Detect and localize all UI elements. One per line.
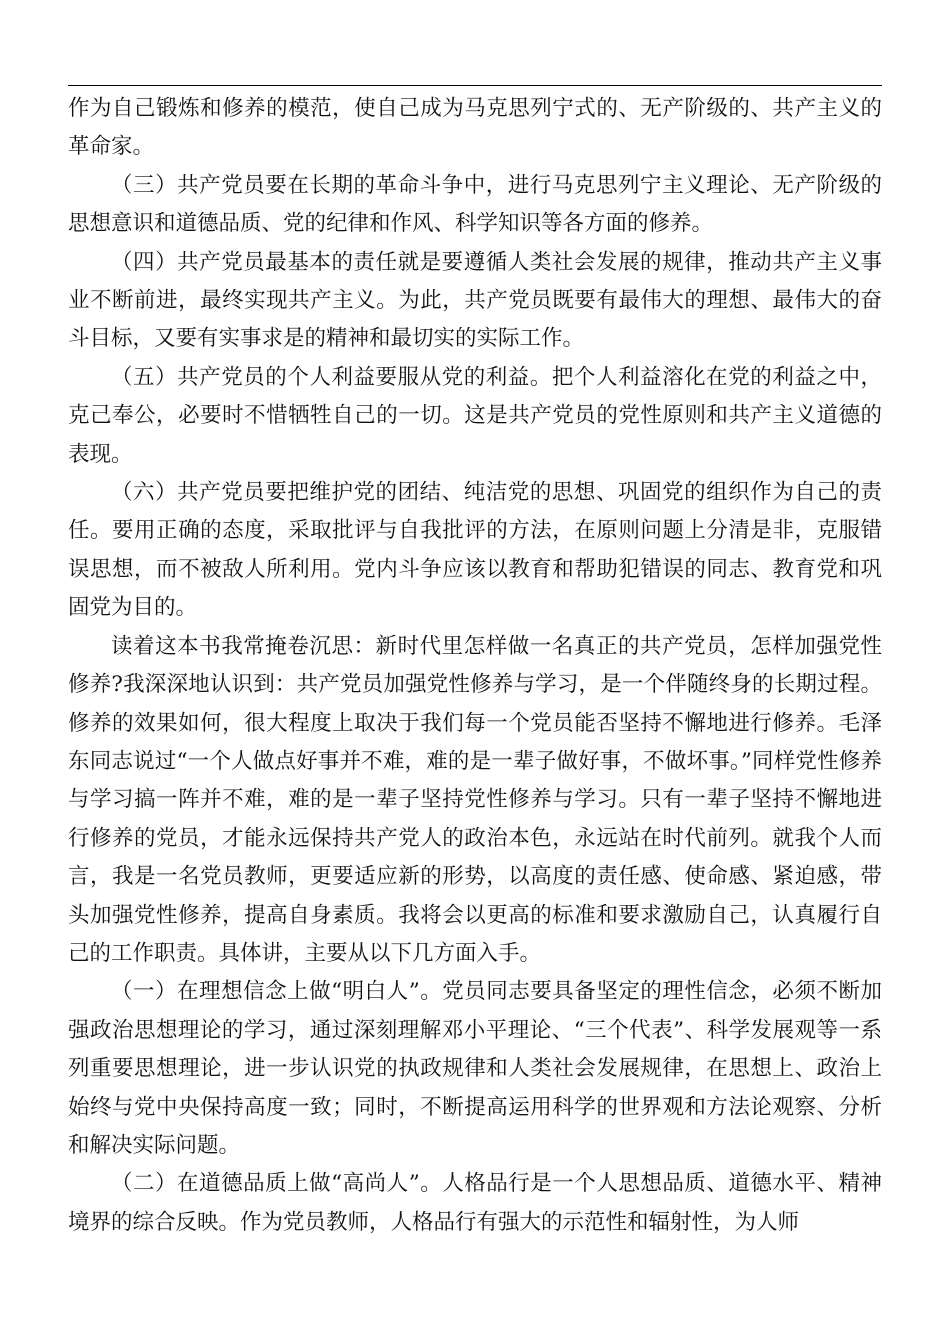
paragraph-item-four: （四）共产党员最基本的责任就是要遵循人类社会发展的规律，推动共产主义事业不断前进，最终实现共产主义。为此，共产党员既要有最伟大的理想、最伟大的奋斗目标，又要有实事求是的精神和最切实的实际工作。	[68, 249, 882, 352]
paragraph-point-two: （二）在道德品质上做“高尚人”。人格品行是一个人思想品质、道德水平、精神境界的综合反映。作为党员教师，人格品行有强大的示范性和辐射性，为人师	[68, 1171, 882, 1235]
paragraph-continuation: 作为自己锻炼和修养的模范，使自己成为马克思列宁式的、无产阶级的、共产主义的革命家。	[68, 96, 882, 160]
paragraph-point-one: （一）在理想信念上做“明白人”。党员同志要具备坚定的理性信念，必须不断加强政治思想理论的学习，通过深刻理解邓小平理论、“三个代表”、科学发展观等一系列重要思想理论，进一步认识党的执政规律和人类社会发展规律，在思想上、政治上始终与党中央保持高度一致；同时，不断提高运用科学的世界观和方法论观察、分析和解决实际问题。	[68, 979, 882, 1158]
paragraph-item-three: （三）共产党员要在长期的革命斗争中，进行马克思列宁主义理论、无产阶级的思想意识和道德品质、党的纪律和作风、科学知识等各方面的修养。	[68, 172, 882, 237]
paragraph-item-five: （五）共产党员的个人利益要服从党的利益。把个人利益溶化在党的利益之中，克己奉公，必要时不惜牺牲自己的一切。这是共产党员的党性原则和共产主义道德的表现。	[68, 364, 882, 467]
header-rule	[68, 85, 882, 86]
document-body	[68, 90, 882, 1242]
paragraph-item-six: （六）共产党员要把维护党的团结、纯洁党的思想、巩固党的组织作为自己的责任。要用正确的态度，采取批评与自我批评的方法，在原则问题上分清是非，克服错误思想，而不被敌人所利用。党内斗争应该以教育和帮助犯错误的同志、教育党和巩固党为目的。	[68, 480, 882, 621]
paragraph-reflection: 读着这本书我常掩卷沉思：新时代里怎样做一名真正的共产党员，怎样加强党性修养?我深深地认识到：共产党员加强党性修养与学习，是一个伴随终身的长期过程。修养的效果如何，很大程度上取决于我们每一个党员能否坚持不懈地进行修养。毛泽东同志说过“一个人做点好事并不难，难的是一辈子做好事，不做坏事。”同样党性修养与学习搞一阵并不难，难的是一辈子坚持党性修养与学习。只有一辈子坚持不懈地进行修养的党员，才能永远保持共产党人的政治本色，永远站在时代前列。就我个人而言，我是一名党员教师，更要适应新的形势，以高度的责任感、使命感、紧迫感，带头加强党性修养，提高自身素质。我将会以更高的标准和要求激励自己，认真履行自己的工作职责。具体讲，主要从以下几方面入手。	[68, 633, 882, 966]
